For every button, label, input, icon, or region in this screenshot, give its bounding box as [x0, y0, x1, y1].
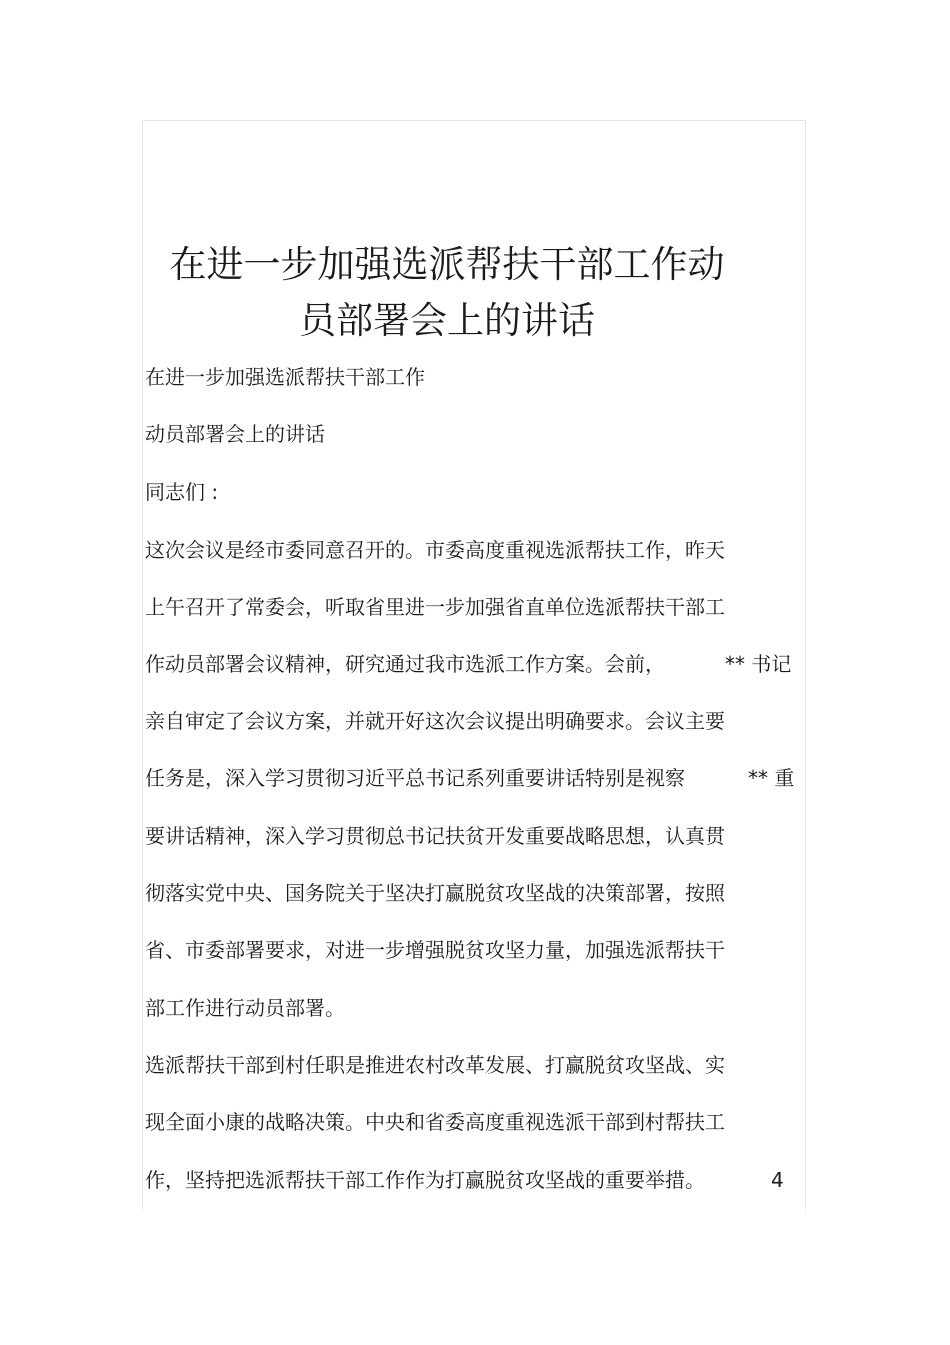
body-line: 这次会议是经市委同意召开的。市委高度重视选派帮扶工作，昨天 — [145, 538, 725, 562]
body-line: 上午召开了常委会，听取省里进一步加强省直单位选派帮扶干部工 — [145, 595, 725, 619]
body-line: 选派帮扶干部到村任职是推进农村改革发展、打赢脱贫攻坚战、实 — [145, 1053, 725, 1077]
subtitle-line-2: 动员部署会上的讲话 — [145, 422, 325, 446]
body-line: 现全面小康的战略决策。中央和省委高度重视选派干部到村帮扶工 — [145, 1110, 725, 1134]
body-line: 亲自审定了会议方案，并就开好这次会议提出明确要求。会议主要 — [145, 709, 725, 733]
secretary-fragment: ** 书记 — [725, 652, 792, 676]
number-fragment: 4 — [771, 1168, 784, 1192]
salutation: 同志们 : — [145, 480, 219, 504]
body-line: 作动员部署会议精神，研究通过我市选派工作方案。会前， — [145, 652, 665, 676]
document-title-line-2: 员部署会上的讲话 — [299, 299, 595, 342]
body-line: 作，坚持把选派帮扶干部工作作为打赢脱贫攻坚战的重要举措。 — [145, 1168, 705, 1192]
important-fragment: ** 重 — [748, 766, 795, 790]
body-line: 要讲话精神，深入学习贯彻总书记扶贫开发重要战略思想，认真贯 — [145, 824, 725, 848]
document-title-line-1: 在进一步加强选派帮扶干部工作动 — [169, 243, 725, 286]
subtitle-line-1: 在进一步加强选派帮扶干部工作 — [145, 365, 425, 389]
body-line: 省、市委部署要求，对进一步增强脱贫攻坚力量，加强选派帮扶干 — [145, 938, 725, 962]
body-line: 彻落实党中央、国务院关于坚决打赢脱贫攻坚战的决策部署，按照 — [145, 881, 725, 905]
body-line: 部工作进行动员部署。 — [145, 996, 345, 1020]
body-line: 任务是，深入学习贯彻习近平总书记系列重要讲话特别是视察 — [145, 766, 685, 790]
